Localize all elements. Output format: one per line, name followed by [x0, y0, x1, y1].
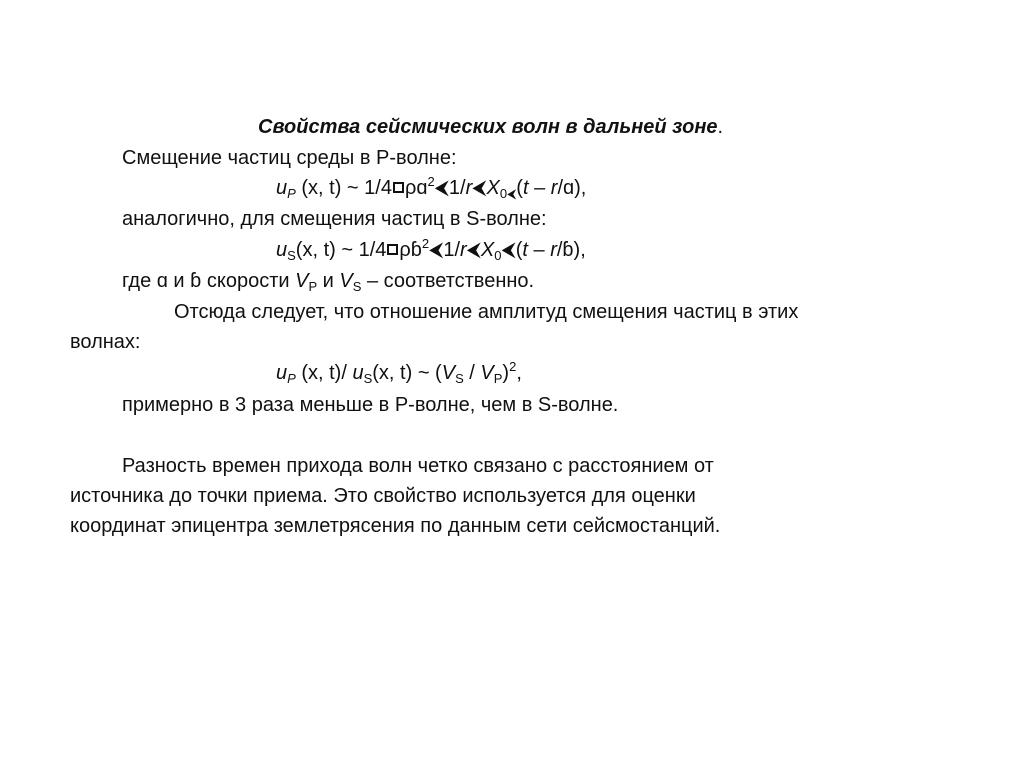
formula-amplitude-ratio: $u_P$ (x, t)/ $u_S(x$, t) ~ $(V_S / V_P)^2$, — [276, 359, 522, 386]
bracket-icon: ⮜ — [466, 239, 481, 261]
paragraph-epicenter-line3: координат эпицентра землетрясения по данным сети сейсмостанций. — [70, 515, 721, 537]
formula-s-wave: $u_S(x$, t) ~ 1/4 $\rho ɓ^2⮜1/r⮜X_0⮜(t$ – r/ɓ), — [276, 236, 586, 263]
alpha-symbol: ɑ — [416, 177, 428, 199]
paragraph-epicenter-line2: источника до точки приема. Это свойство используется для оценки — [70, 485, 696, 507]
bracket-icon: ⮜ — [429, 239, 444, 261]
beta-symbol: ɓ — [410, 239, 422, 261]
paragraph-epicenter-line1: Разность времен прихода волн четко связано с расстоянием от — [122, 455, 714, 477]
bracket-icon: ⮜ — [501, 239, 516, 261]
ratio-conclusion: примерно в 3 раза меньше в P-волне, чем в S-волне. — [122, 394, 619, 416]
formula-p-wave: $u_P$ (x, t) ~ 1/4 $\rho ɑ^2⮜1/r⮜X_{0⮜}(t$ – r/ɑ), — [276, 174, 587, 201]
pi-box-icon — [387, 244, 398, 255]
beta-symbol: ɓ — [190, 270, 202, 292]
paragraph-ratio-line1: Отсюда следует, что отношение амплитуд смещения частиц в этих — [174, 301, 799, 323]
alpha-symbol: ɑ — [563, 177, 575, 199]
p-wave-intro: Смещение частиц среды в P-волне: — [122, 147, 457, 169]
slide-title: Свойства сейсмических волн в дальней зоне. — [258, 116, 724, 138]
bracket-icon: ⮜ — [472, 177, 487, 199]
bracket-icon: ⮜ — [434, 177, 449, 199]
paragraph-ratio-line2: волнах: — [70, 331, 141, 353]
beta-symbol: ɓ — [562, 239, 574, 261]
s-wave-intro: аналогично, для смещения частиц в S-волне: — [122, 208, 547, 230]
alpha-symbol: ɑ — [156, 270, 168, 292]
velocity-definition: где ɑ и ɓ скорости $V_P$ и $V_S$ – соответственно. — [122, 270, 535, 294]
pi-box-icon — [393, 182, 404, 193]
